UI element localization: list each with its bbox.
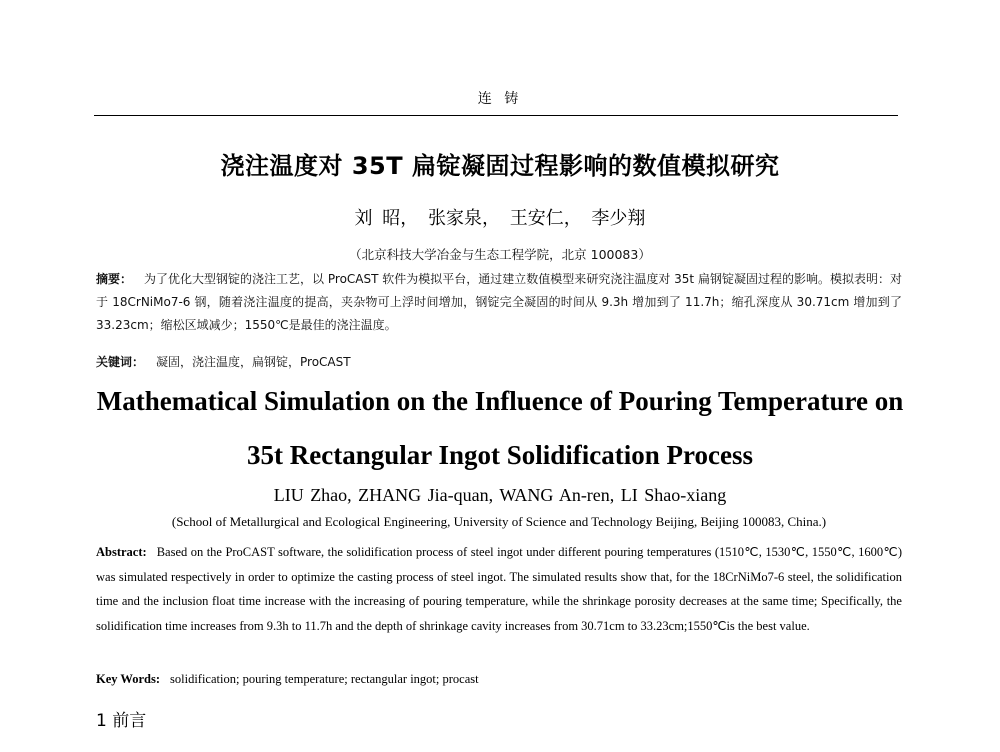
english-abstract-label: Abstract:	[96, 545, 147, 559]
chinese-affiliation: （北京科技大学冶金与生态工程学院，北京 100083）	[349, 247, 651, 262]
english-affiliation: (School of Metallurgical and Ecological Engineering, University of Science and Technology Beijing, Beijing 100083, China.)	[171, 514, 827, 529]
english-title-line-2: 35t Rectangular Ingot Solidification Process	[247, 440, 753, 470]
chinese-authors: 刘 昭， 张家泉， 王安仁， 李少翔	[354, 208, 646, 229]
english-abstract-text: Based on the ProCAST software, the solidification process of steel ingot under different pouring temperatures (1510℃, 1530℃, 1550℃, 1600℃) was simulated respectively in order to optimize the casting process of steel ingot. The simulated results show that, for the 18CrNiMo7-6 steel, the solidification time and the inclusion float time increase with the increasing of pouring temperature, while the shrinkage porosity decreases at the same time; Specifically, the solidification time increases from 9.3h to 11.7h and the depth of shrinkage cavity increases from 30.71cm to 33.23cm;1550℃is the best value.	[96, 545, 902, 633]
chinese-keywords-text: 凝固，浇注温度，扁钢锭，ProCAST	[156, 355, 351, 369]
chinese-keywords-label: 关键词：	[96, 355, 145, 369]
chinese-abstract-text: 为了优化大型钢锭的浇注工艺，以 ProCAST 软件为模拟平台，通过建立数值模型来研究浇注温度对 35t 扁钢锭凝固过程的影响。模拟表明：对于 18CrNiMo7-6 钢，随着浇注温度的提高，夹杂物可上浮时间增加，钢锭完全凝固的时间从 9.3h 增加到了 11.7h；缩孔深度从 30.71cm 增加到了 33.23cm；缩松区域减少；1550℃是最佳的浇注温度。	[96, 272, 902, 332]
section-heading: 1 前言	[96, 711, 147, 731]
english-keywords-label: Key Words:	[96, 672, 161, 686]
header-rule	[94, 115, 898, 116]
chinese-title: 浇注温度对 35T 扁锭凝固过程影响的数值模拟研究	[220, 152, 780, 180]
chinese-abstract	[96, 268, 902, 337]
running-header: 连 铸	[477, 91, 523, 107]
english-authors: LIU Zhao, ZHANG Jia-quan, WANG An-ren, LI Shao-xiang	[273, 485, 727, 505]
chinese-keywords	[96, 352, 902, 372]
english-keywords	[96, 672, 902, 687]
chinese-abstract-label: 摘要：	[96, 272, 133, 286]
english-keywords-text: solidification; pouring temperature; rectangular ingot; procast	[170, 672, 479, 686]
english-title-line-1: Mathematical Simulation on the Influence of Pouring Temperature on	[96, 386, 904, 416]
english-abstract	[96, 540, 902, 638]
